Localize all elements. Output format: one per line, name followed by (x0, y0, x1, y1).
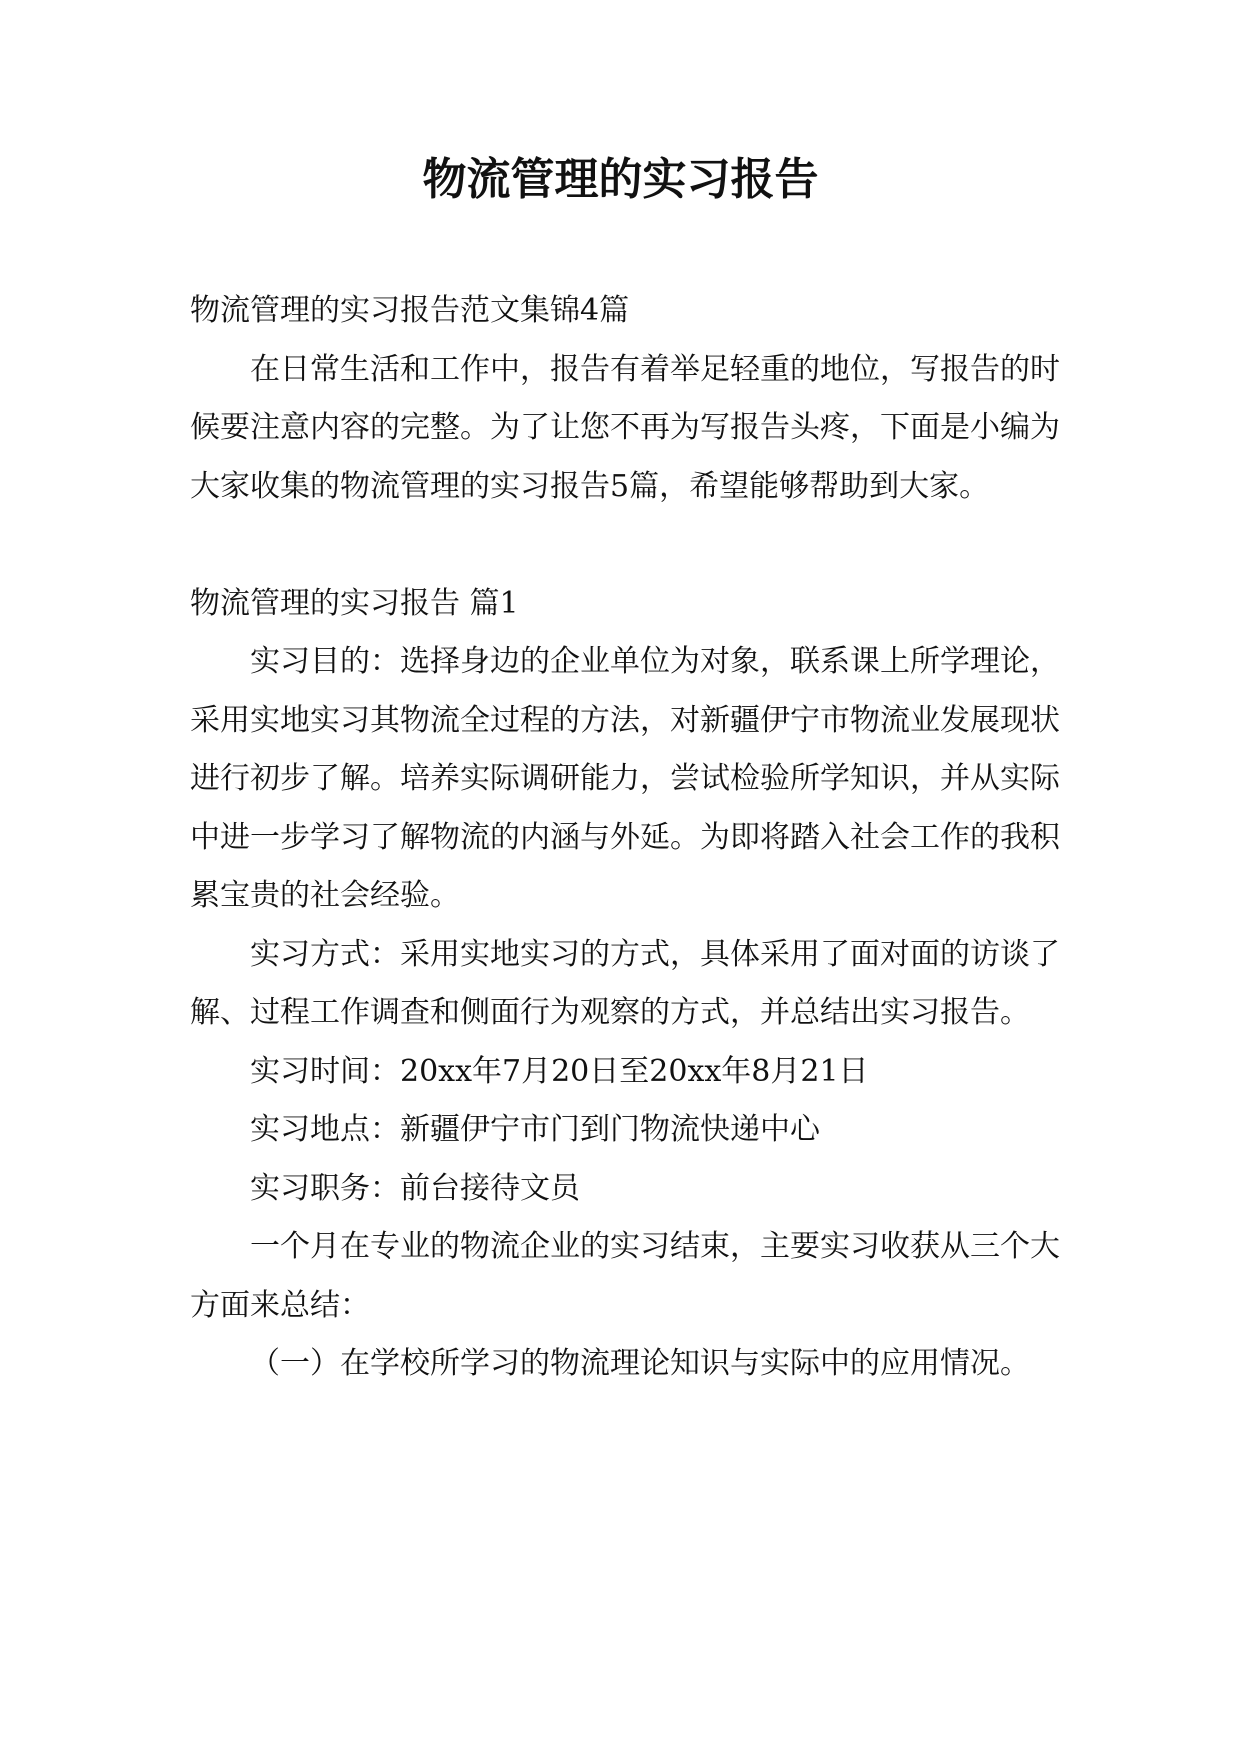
time-line: 实习时间：20xx年7月20日至20xx年8月21日 (250, 1053, 869, 1089)
location-line: 实习地点：新疆伊宁市门到门物流快递中心 (250, 1112, 820, 1147)
section-heading: 物流管理的实习报告 篇1 (190, 585, 519, 621)
purpose-paragraph: 实习目的：选择身边的企业单位为对象，联系课上所学理论，采用实地实习其物流全过程的方法，对新疆伊宁市物流业发展现状进行初步了解。培养实际调研能力，尝试检验所学知识，并从实际中进一步学习了解物流的内涵与外延。为即将踏入社会工作的我积累宝贵的社会经验。 (190, 644, 1060, 913)
paragraph-spacer (190, 516, 1060, 575)
intro-paragraph: 在日常生活和工作中，报告有着举足轻重的地位，写报告的时候要注意内容的完整。为了让您不再为写报告头疼，下面是小编为大家收集的物流管理的实习报告5篇，希望能够帮助到大家。 (190, 351, 1060, 504)
document-body (190, 282, 1060, 1394)
document-subtitle: 物流管理的实习报告范文集锦4篇 (190, 293, 630, 328)
point-one-paragraph: （一）在学校所学习的物流理论知识与实际中的应用情况。 (250, 1346, 1030, 1381)
method-paragraph: 实习方式：采用实地实习的方式，具体采用了面对面的访谈了解、过程工作调查和侧面行为观察的方式，并总结出实习报告。 (190, 936, 1060, 1030)
document-title: 物流管理的实习报告 (422, 154, 819, 205)
position-line: 实习职务：前台接待文员 (250, 1170, 580, 1206)
summary-paragraph: 一个月在专业的物流企业的实习结束，主要实习收获从三个大方面来总结： (190, 1229, 1060, 1323)
